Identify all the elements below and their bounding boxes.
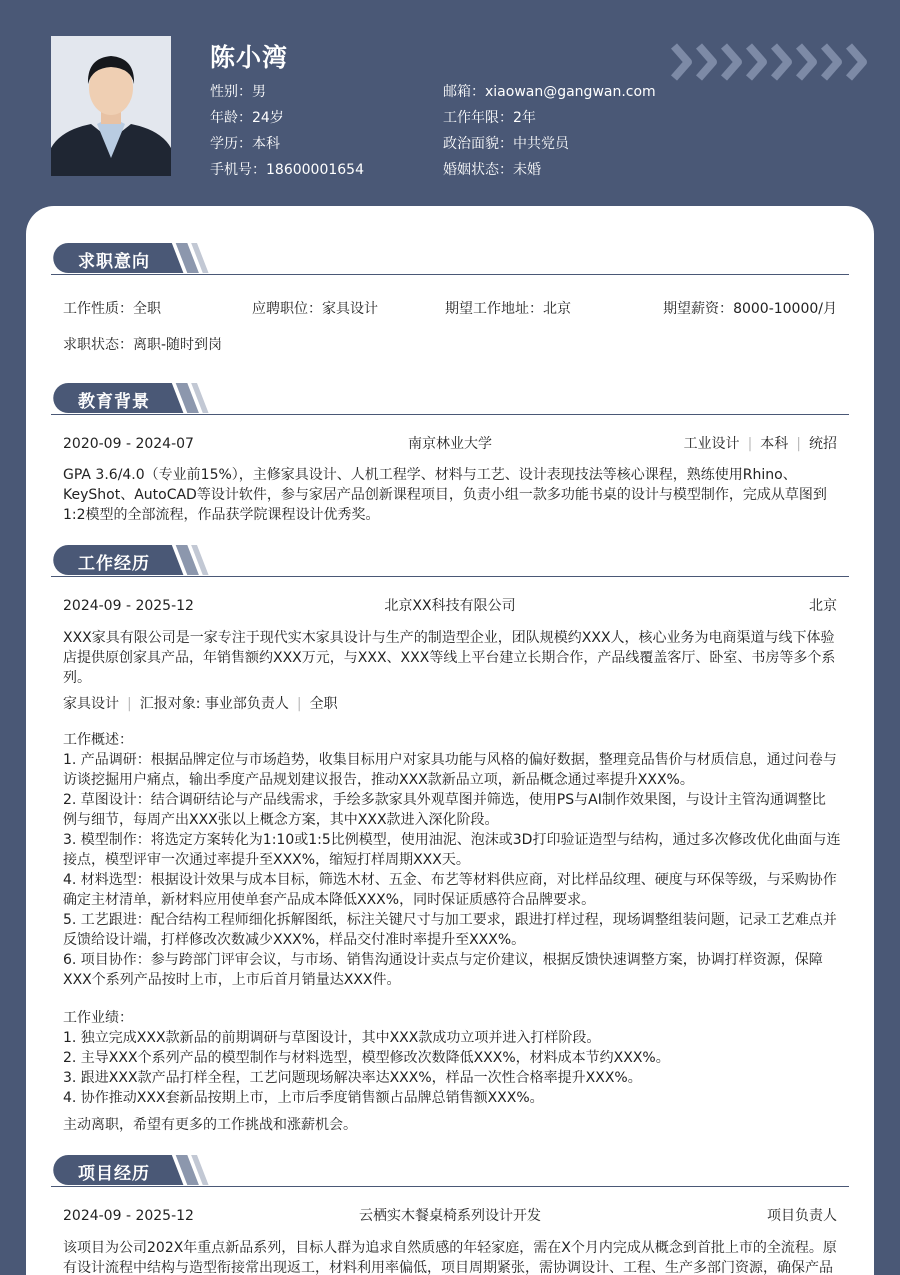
text-line: 访谈挖掘用户痛点，输出季度产品规划建议报告，推动XXX款新品立项，新品概念通过率提升XXX%。: [63, 772, 694, 788]
work-years: 工作年限：2年: [443, 110, 536, 126]
company-name: 北京XX科技有限公司: [384, 598, 516, 614]
phone: 手机号：18600001654: [210, 162, 364, 178]
text-line: 接点，模型评审一次通过率提升至XXX%，缩短打样周期XXX天。: [63, 852, 470, 868]
text-line: 该项目为公司202X年重点新品系列，目标人群为追求自然质感的年轻家庭，需在X个月内完成从概念到首批上市的全流程。原: [63, 1240, 837, 1256]
text-line: KeyShot、AutoCAD等设计软件，参与家居产品创新课程项目，负责小组一款多功能书桌的设计与模型制作，完成从草图到: [63, 487, 827, 503]
job-type: 全职: [309, 696, 338, 712]
section-divider: [51, 576, 849, 577]
project-role: 项目负责人: [767, 1208, 837, 1224]
text-line: 4. 协作推动XXX套新品按期上市，上市后季度销售额占品牌总销售额XXX%。: [63, 1090, 544, 1106]
project-period: 2024-09 - 2025-12: [63, 1208, 194, 1224]
section-header-work: [51, 545, 849, 577]
work-achievements: [63, 1008, 839, 1108]
work-period: 2024-09 - 2025-12: [63, 598, 194, 614]
political-status: 政治面貌：中共党员: [443, 136, 569, 152]
section-divider: [51, 414, 849, 415]
section-title: 教育背景: [78, 392, 150, 412]
company-intro: [63, 628, 839, 688]
intent-salary: [663, 299, 837, 319]
text-line: 店提供原创家具产品，年销售额约XXX万元，与XXX、XXX等线上平台建立长期合作，产品线覆盖客厅、卧室、书房等多个系: [63, 650, 836, 666]
text-line: 4. 材料选型：根据设计效果与成本目标，筛选木材、五金、布艺等材料供应商，对比样品纹理、硬度与环保等级，与采购协作: [63, 872, 837, 888]
text-line: 例与细节，每周产出XXX张以上概念方案，其中XXX款进入深化阶段。: [63, 812, 499, 828]
text-line: 3. 模型制作：将选定方案转化为1:10或1:5比例模型，使用油泥、泡沫或3D打印验证造型与结构，通过多次修改优化曲面与连: [63, 832, 841, 848]
text-line: 确定主材清单，新材料应用使单套产品成本降低XXX%，同时保证质感符合品牌要求。: [63, 892, 596, 908]
text-line: GPA 3.6/4.0（专业前15%），主修家具设计、人机工程学、材料与工艺、设计表现技法等核心课程，熟练使用Rhino、: [63, 467, 797, 483]
resume-header: [0, 0, 900, 210]
project-description: [63, 1238, 839, 1275]
education-tags: 工业设计 | 本科 | 统招: [683, 436, 837, 452]
candidate-name: 陈小湾: [210, 43, 289, 72]
gender: 性别：男: [210, 84, 266, 100]
report-to: 汇报对象: 事业部负责人: [139, 696, 289, 712]
intent-status: [63, 335, 222, 355]
section-title: 项目经历: [78, 1164, 150, 1184]
section-header-intent: [51, 243, 849, 275]
leave-reason: 主动离职，希望有更多的工作挑战和涨薪机会。: [63, 1117, 357, 1133]
text-line: 2. 主导XXX个系列产品的模型制作与材料选型，模型修改次数降低XXX%，材料成本节约XXX%。: [63, 1050, 670, 1066]
text-line: 5. 工艺跟进：配合结构工程师细化拆解图纸，标注关键尺寸与加工要求，跟进打样过程，现场调整组装问题，记录工艺难点并: [63, 912, 837, 928]
intent-salary-value: 8000-10000/月: [733, 301, 837, 317]
project-name: 云栖实木餐桌椅系列设计开发: [359, 1208, 541, 1224]
intent-location-value: 北京: [543, 301, 571, 317]
section-divider: [51, 1186, 849, 1187]
text-line: 工作概述：: [63, 732, 133, 748]
education-level: 学历：本科: [210, 136, 280, 152]
age: 年龄：24岁: [210, 110, 284, 126]
text-line: 1. 独立完成XXX款新品的前期调研与草图设计，其中XXX款成功立项并进入打样阶段。: [63, 1030, 601, 1046]
intent-type-label: 工作性质：: [63, 301, 133, 317]
text-line: 1:2模型的全部流程，作品获学院课程设计优秀奖。: [63, 507, 380, 523]
text-line: 6. 项目协作：参与跨部门评审会议，与市场、销售沟通设计卖点与定价建议，根据反馈快速调整方案，协调打样资源，保障: [63, 952, 823, 968]
intent-position: [252, 299, 378, 319]
major: 工业设计: [683, 436, 740, 452]
text-line: 3. 跟进XXX款产品打样全程，工艺问题现场解决率达XXX%，样品一次性合格率提升XXX%。: [63, 1070, 642, 1086]
intent-type: [63, 299, 161, 319]
section-title: 求职意向: [78, 252, 150, 272]
text-line: 有设计流程中结构与造型衔接常出现返工，材料利用率偏低，项目周期紧张，需协调设计、工程、生产多部门资源，确保产品: [63, 1260, 833, 1275]
text-line: 列。: [63, 670, 91, 686]
section-title: 工作经历: [78, 554, 150, 574]
education-description: [63, 465, 839, 525]
intent-location: [445, 299, 571, 319]
text-line: XXX个系列产品按时上市，上市后首月销量达XXX件。: [63, 972, 401, 988]
text-line: XXX家具有限公司是一家专注于现代实木家具设计与生产的制造型企业，团队规模约XXX人，核心业务为电商渠道与线下体验: [63, 630, 835, 646]
job-role: 家具设计: [63, 696, 119, 712]
enrollment-type: 统招: [809, 436, 837, 452]
marital-status: 婚姻状态：未婚: [443, 162, 541, 178]
intent-location-label: 期望工作地址：: [445, 301, 543, 317]
email: 邮箱：xiaowan@gangwan.com: [443, 84, 656, 100]
section-header-project: [51, 1155, 849, 1187]
education-period: 2020-09 - 2024-07: [63, 436, 194, 452]
degree: 本科: [760, 436, 789, 452]
intent-position-value: 家具设计: [322, 301, 378, 317]
text-line: 反馈给设计端，打样修改次数减少XXX%，样品交付准时率提升至XXX%。: [63, 932, 526, 948]
intent-position-label: 应聘职位：: [252, 301, 322, 317]
school-name: 南京林业大学: [408, 436, 492, 452]
text-line: 2. 草图设计：结合调研结论与产品线需求，手绘多款家具外观草图并筛选，使用PS与AI制作效果图，与设计主管沟通调整比: [63, 792, 826, 808]
intent-salary-label: 期望薪资：: [663, 301, 734, 317]
intent-status-value: 离职-随时到岗: [133, 337, 223, 353]
work-overview: [63, 730, 839, 990]
section-divider: [51, 274, 849, 275]
work-city: 北京: [809, 598, 837, 614]
intent-status-label: 求职状态：: [63, 337, 133, 353]
chevron-decoration-icon: [668, 42, 873, 82]
intent-type-value: 全职: [133, 301, 161, 317]
work-tags: 家具设计 | 汇报对象: 事业部负责人 | 全职: [63, 696, 338, 712]
section-header-education: [51, 383, 849, 415]
text-line: 工作业绩：: [63, 1010, 133, 1026]
profile-photo: [51, 36, 171, 176]
text-line: 1. 产品调研：根据品牌定位与市场趋势，收集目标用户对家具功能与风格的偏好数据，整理竞品售价与材质信息，通过问卷与: [63, 752, 837, 768]
